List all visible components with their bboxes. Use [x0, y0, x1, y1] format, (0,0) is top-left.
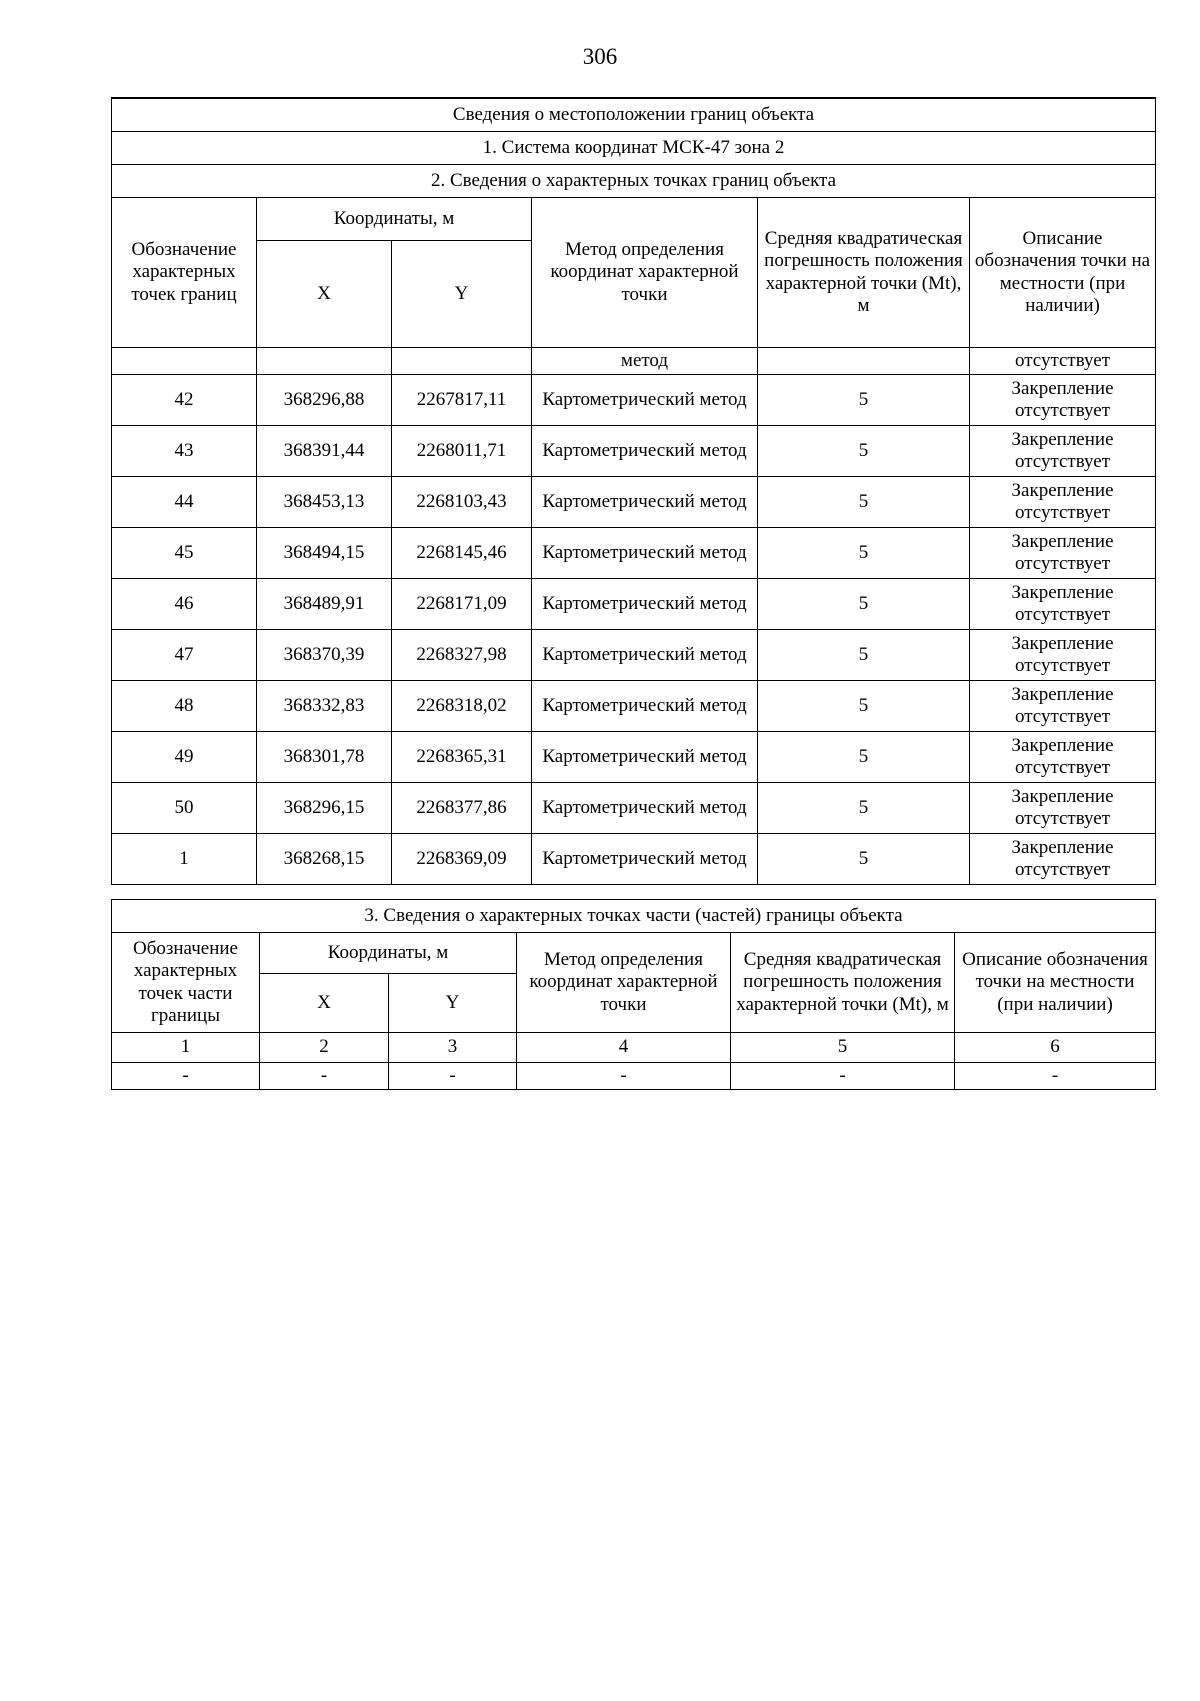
cell-x: 368332,83: [257, 681, 392, 732]
header-x: X: [260, 974, 389, 1033]
empty-cell: -: [517, 1063, 731, 1090]
cell-point: 47: [112, 630, 257, 681]
table-row: [112, 426, 1156, 477]
cell-point: 1: [112, 834, 257, 885]
cell-method: Картометрический метод: [532, 783, 758, 834]
cell-x: 368268,15: [257, 834, 392, 885]
cell-x: 368489,91: [257, 579, 392, 630]
table-row: [112, 834, 1156, 885]
cell-description: Закрепление отсутствует: [970, 579, 1156, 630]
cell-x: 368301,78: [257, 732, 392, 783]
cell-method: Картометрический метод: [532, 375, 758, 426]
carryover-description: отсутствует: [970, 348, 1156, 375]
cell-method: Картометрический метод: [532, 732, 758, 783]
cell-x: 368494,15: [257, 528, 392, 579]
cell-point: 43: [112, 426, 257, 477]
cell-description: Закрепление отсутствует: [970, 732, 1156, 783]
cell-point: 50: [112, 783, 257, 834]
cell-error: 5: [758, 528, 970, 579]
header-y: Y: [392, 241, 532, 348]
cell-error: 5: [758, 477, 970, 528]
header-point: Обозначение характерных точек части границы: [112, 933, 260, 1033]
coord-system-row: 1. Система координат МСК-47 зона 2: [112, 132, 1156, 165]
part-boundary-points-table: [111, 899, 1156, 1090]
header-y: Y: [389, 974, 517, 1033]
empty-cell: -: [389, 1063, 517, 1090]
column-number: 4: [517, 1033, 731, 1063]
header-error: Средняя квадратическая погрешность положения характерной точки (Mt), м: [758, 198, 970, 348]
carryover-row: [112, 348, 1156, 375]
table-row: [112, 732, 1156, 783]
empty-cell: -: [112, 1063, 260, 1090]
table-row: [112, 630, 1156, 681]
cell-y: 2268145,46: [392, 528, 532, 579]
cell-method: Картометрический метод: [532, 630, 758, 681]
header-description: Описание обозначения точки на местности (при наличии): [970, 198, 1156, 348]
cell-description: Закрепление отсутствует: [970, 426, 1156, 477]
table-row: [112, 579, 1156, 630]
header-description: Описание обозначения точки на местности (при наличии): [955, 933, 1156, 1033]
cell-method: Картометрический метод: [532, 579, 758, 630]
table-title: Сведения о местоположении границ объекта: [112, 98, 1156, 132]
cell-description: Закрепление отсутствует: [970, 528, 1156, 579]
cell-point: 48: [112, 681, 257, 732]
column-numbers-row: [112, 1033, 1156, 1063]
cell-description: Закрепление отсутствует: [970, 375, 1156, 426]
cell-y: 2268365,31: [392, 732, 532, 783]
cell-x: 368370,39: [257, 630, 392, 681]
section-3-title: 3. Сведения о характерных точках части (частей) границы объекта: [112, 900, 1156, 933]
table-row: [112, 375, 1156, 426]
header-coords: Координаты, м: [260, 933, 517, 974]
cell-y: 2268011,71: [392, 426, 532, 477]
empty-cell: -: [260, 1063, 389, 1090]
cell-y: 2267817,11: [392, 375, 532, 426]
cell-description: Закрепление отсутствует: [970, 681, 1156, 732]
cell-y: 2268369,09: [392, 834, 532, 885]
cell-description: Закрепление отсутствует: [970, 630, 1156, 681]
cell-y: 2268103,43: [392, 477, 532, 528]
column-number: 1: [112, 1033, 260, 1063]
table-row: [112, 477, 1156, 528]
cell-x: 368453,13: [257, 477, 392, 528]
column-number: 2: [260, 1033, 389, 1063]
section-2-title: 2. Сведения о характерных точках границ объекта: [112, 165, 1156, 198]
cell-method: Картометрический метод: [532, 528, 758, 579]
empty-cell: -: [955, 1063, 1156, 1090]
carryover-method: метод: [532, 348, 758, 375]
cell-description: Закрепление отсутствует: [970, 477, 1156, 528]
cell-error: 5: [758, 579, 970, 630]
cell-error: 5: [758, 426, 970, 477]
header-point: Обозначение характерных точек границ: [112, 198, 257, 348]
cell-x: 368296,88: [257, 375, 392, 426]
cell-error: 5: [758, 834, 970, 885]
cell-method: Картометрический метод: [532, 681, 758, 732]
cell-method: Картометрический метод: [532, 477, 758, 528]
table-row: [112, 528, 1156, 579]
cell-y: 2268318,02: [392, 681, 532, 732]
header-coords: Координаты, м: [257, 198, 532, 241]
header-method: Метод определения координат характерной точки: [532, 198, 758, 348]
boundary-points-table: [111, 97, 1156, 885]
cell-error: 5: [758, 630, 970, 681]
cell-method: Картометрический метод: [532, 834, 758, 885]
cell-y: 2268377,86: [392, 783, 532, 834]
header-method: Метод определения координат характерной точки: [517, 933, 731, 1033]
cell-y: 2268327,98: [392, 630, 532, 681]
cell-point: 42: [112, 375, 257, 426]
cell-x: 368391,44: [257, 426, 392, 477]
table-row: [112, 681, 1156, 732]
column-number: 5: [731, 1033, 955, 1063]
cell-error: 5: [758, 732, 970, 783]
table-row: [112, 783, 1156, 834]
cell-method: Картометрический метод: [532, 426, 758, 477]
table-row: [112, 1063, 1156, 1090]
cell-description: Закрепление отсутствует: [970, 783, 1156, 834]
cell-y: 2268171,09: [392, 579, 532, 630]
column-number: 6: [955, 1033, 1156, 1063]
cell-point: 44: [112, 477, 257, 528]
cell-point: 49: [112, 732, 257, 783]
cell-description: Закрепление отсутствует: [970, 834, 1156, 885]
cell-point: 45: [112, 528, 257, 579]
empty-cell: -: [731, 1063, 955, 1090]
header-x: X: [257, 241, 392, 348]
column-number: 3: [389, 1033, 517, 1063]
cell-point: 46: [112, 579, 257, 630]
cell-error: 5: [758, 783, 970, 834]
page-number: 306: [582, 44, 618, 69]
cell-x: 368296,15: [257, 783, 392, 834]
cell-error: 5: [758, 375, 970, 426]
header-error: Средняя квадратическая погрешность положения характерной точки (Mt), м: [731, 933, 955, 1033]
cell-error: 5: [758, 681, 970, 732]
